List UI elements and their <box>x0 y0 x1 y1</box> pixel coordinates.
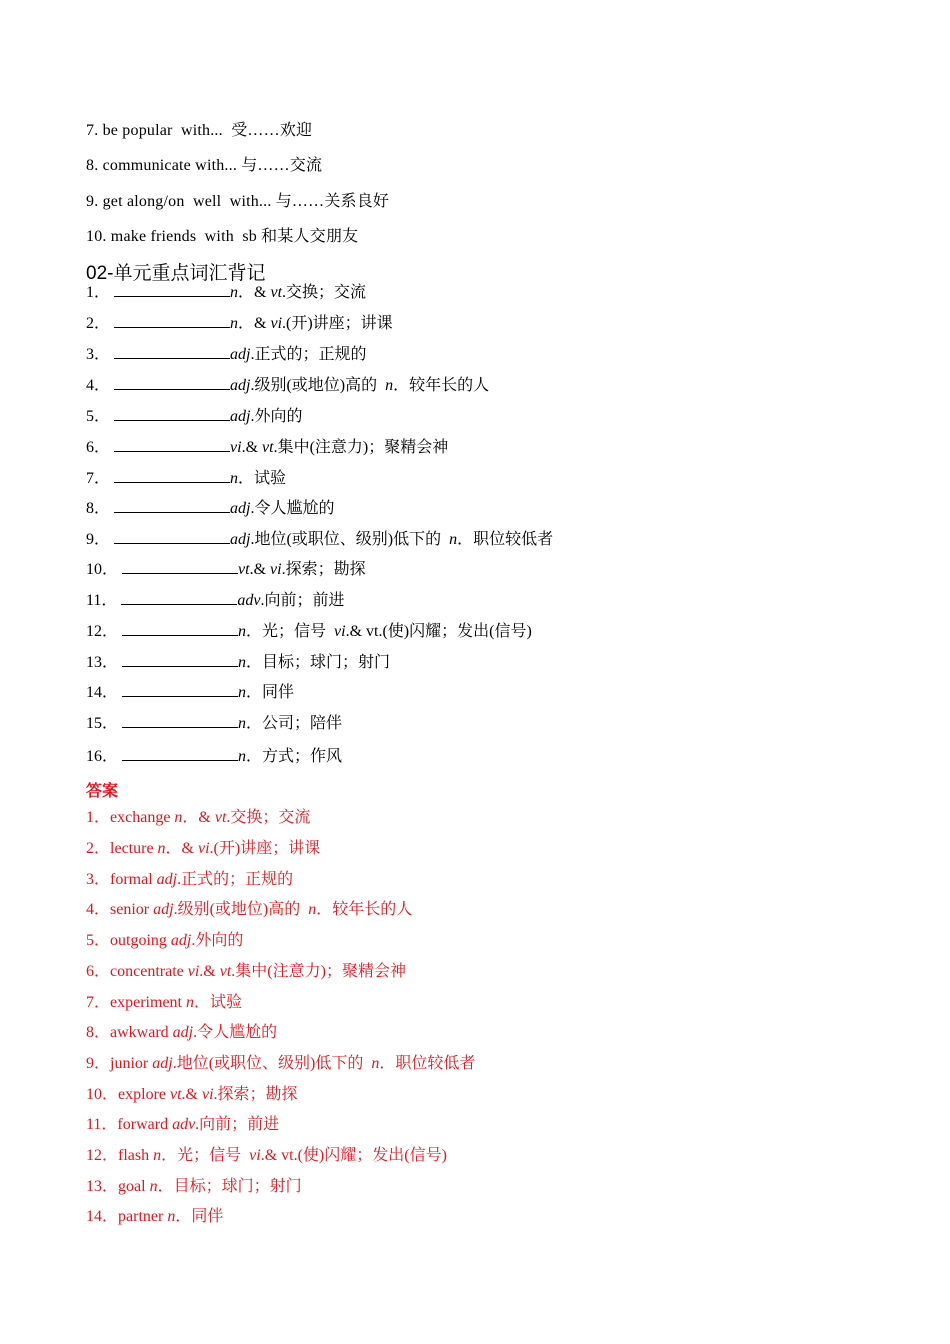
part-of-speech: adv <box>172 1116 196 1133</box>
definition-text: .集中(注意力)；聚精会神 <box>273 439 449 456</box>
answer-blank <box>114 343 230 359</box>
part-of-speech: vi <box>198 840 210 857</box>
definition-text: .外向的 <box>250 408 303 425</box>
part-of-speech: vt <box>214 809 227 826</box>
item-number: 15． <box>86 715 119 732</box>
item-number: 6． <box>86 439 111 456</box>
answer-item <box>86 1022 277 1044</box>
part-of-speech: adj <box>172 1024 194 1041</box>
item-number: 8． <box>86 1024 111 1041</box>
item-number: 10． <box>86 561 119 578</box>
definition-text: .地位(或职位、级别)低下的 <box>172 1055 372 1072</box>
definition-text: ．方式；作风 <box>246 748 343 765</box>
answer-word: awkward <box>110 1024 173 1041</box>
item-number: 5． <box>86 408 111 425</box>
definition-text: .& vt.(使)闪耀；发出(信号) <box>345 623 532 640</box>
part-of-speech: vi <box>202 1086 214 1103</box>
part-of-speech: adj <box>230 531 251 548</box>
item-number: 14． <box>86 684 119 701</box>
part-of-speech: n <box>153 1147 162 1164</box>
definition-text: ．光；信号 <box>246 623 335 640</box>
definition-text: .正式的；正规的 <box>177 871 294 888</box>
vocab-item <box>86 374 489 396</box>
answer-item <box>86 1145 447 1167</box>
definition-text: .(开)讲座；讲课 <box>209 840 321 857</box>
part-of-speech: adj <box>230 346 251 363</box>
answer-blank <box>114 497 230 513</box>
definition-text: .& <box>181 1086 202 1103</box>
answer-blank <box>122 558 238 574</box>
definition-text: ．职位较低者 <box>379 1055 476 1072</box>
definition-text: .交换；交流 <box>282 284 367 301</box>
item-number: 13． <box>86 654 119 671</box>
answer-blank <box>122 681 238 697</box>
definition-text: ．较年长的人 <box>316 901 413 918</box>
definition-text: .地位(或职位、级别)低下的 <box>250 531 450 548</box>
part-of-speech: vt <box>219 963 232 980</box>
item-number: 6． <box>86 963 111 980</box>
item-number: 10． <box>86 1086 119 1103</box>
answer-item <box>86 1053 475 1075</box>
answer-item <box>86 899 412 921</box>
definition-text: .令人尴尬的 <box>250 500 335 517</box>
part-of-speech: vi <box>249 1147 261 1164</box>
item-number: 16． <box>86 748 119 765</box>
item-number: 12． <box>86 1147 119 1164</box>
answer-word: lecture <box>110 840 158 857</box>
part-of-speech: vi <box>187 963 200 980</box>
part-of-speech: n <box>230 470 239 487</box>
answer-word: partner <box>118 1208 168 1225</box>
part-of-speech: vi <box>270 561 282 578</box>
part-of-speech: vi <box>334 623 346 640</box>
vocab-item <box>86 712 342 734</box>
definition-text: .交换；交流 <box>226 809 311 826</box>
part-of-speech: n <box>238 654 247 671</box>
answer-blank <box>122 651 238 667</box>
definition-text: ．& <box>182 809 215 826</box>
vocab-item <box>86 436 448 458</box>
definition-text: .正式的；正规的 <box>250 346 367 363</box>
answer-item <box>86 807 310 829</box>
item-number: 8． <box>86 500 111 517</box>
definition-text: .向前；前进 <box>195 1116 280 1133</box>
part-of-speech: n <box>385 377 394 394</box>
vocab-item <box>86 681 294 703</box>
definition-text: .(开)讲座；讲课 <box>282 315 393 332</box>
definition-text: ．同伴 <box>175 1208 224 1225</box>
part-of-speech: adj <box>230 408 251 425</box>
vocab-item <box>86 312 393 334</box>
vocab-item <box>86 528 553 550</box>
answer-word: forward <box>117 1116 173 1133</box>
vocab-item <box>86 343 366 365</box>
definition-text: .探索；勘探 <box>281 561 366 578</box>
part-of-speech: adj <box>230 500 251 517</box>
vocab-item <box>86 497 334 519</box>
item-number: 14． <box>86 1208 119 1225</box>
part-of-speech: n <box>238 715 247 732</box>
definition-text: ．& <box>165 840 198 857</box>
part-of-speech: n <box>371 1055 380 1072</box>
part-of-speech: adv <box>237 592 261 609</box>
vocab-item <box>86 620 532 642</box>
item-number: 3． <box>86 871 111 888</box>
answer-blank <box>122 745 238 761</box>
definition-text: .集中(注意力)；聚精会神 <box>231 963 406 980</box>
answer-item <box>86 1206 223 1228</box>
item-number: 9． <box>86 1055 111 1072</box>
item-number: 5． <box>86 932 111 949</box>
definition-text: .探索；勘探 <box>213 1086 298 1103</box>
definition-text: .级别(或地位)高的 <box>173 901 309 918</box>
phrase-line: 8. communicate with... 与……交流 <box>86 157 323 174</box>
answer-item <box>86 1176 302 1198</box>
vocab-item <box>86 589 345 611</box>
vocab-item <box>86 281 366 303</box>
part-of-speech: n <box>167 1208 176 1225</box>
definition-text: ．& <box>238 284 271 301</box>
vocab-item <box>86 745 342 767</box>
part-of-speech: adj <box>230 377 251 394</box>
definition-text: .& <box>249 561 271 578</box>
answer-item <box>86 961 406 983</box>
vocab-item <box>86 405 302 427</box>
answer-blank <box>114 312 230 328</box>
answer-blank <box>114 374 230 390</box>
definition-text: ．同伴 <box>246 684 295 701</box>
answer-word: outgoing <box>110 932 171 949</box>
answer-word: junior <box>110 1055 153 1072</box>
item-number: 1． <box>86 284 111 301</box>
part-of-speech: n <box>449 531 458 548</box>
definition-text: ．目标；球门；射门 <box>246 654 391 671</box>
answer-blank <box>122 620 238 636</box>
part-of-speech: vt <box>270 284 283 301</box>
answer-blank <box>114 281 230 297</box>
part-of-speech: adj <box>153 901 174 918</box>
item-number: 7． <box>86 470 111 487</box>
section-title: 02-单元重点词汇背记 <box>86 263 266 284</box>
part-of-speech: n <box>185 994 194 1011</box>
item-number: 1． <box>86 809 111 826</box>
definition-text: .外向的 <box>191 932 244 949</box>
part-of-speech: vi <box>270 315 283 332</box>
part-of-speech: adj <box>152 1055 173 1072</box>
answer-word: flash <box>118 1147 154 1164</box>
definition-text: .向前；前进 <box>260 592 345 609</box>
vocab-item <box>86 467 286 489</box>
phrase-line: 9. get along/on well with... 与……关系良好 <box>86 193 390 210</box>
part-of-speech: n <box>157 840 166 857</box>
definition-text: ．目标；球门；射门 <box>157 1178 302 1195</box>
part-of-speech: adj <box>156 871 178 888</box>
definition-text: .& <box>199 963 220 980</box>
item-number: 2． <box>86 315 111 332</box>
answer-word: senior <box>110 901 154 918</box>
answer-blank <box>114 467 230 483</box>
item-number: 2． <box>86 840 111 857</box>
part-of-speech: n <box>238 684 247 701</box>
definition-text: ．光；信号 <box>161 1147 250 1164</box>
part-of-speech: n <box>230 284 239 301</box>
definition-text: ．职位较低者 <box>457 531 554 548</box>
definition-text: .级别(或地位)高的 <box>250 377 386 394</box>
item-number: 4． <box>86 901 111 918</box>
item-number: 12． <box>86 623 119 640</box>
part-of-speech: vi <box>230 439 242 456</box>
answer-word: explore <box>118 1086 170 1103</box>
answer-word: experiment <box>110 994 186 1011</box>
part-of-speech: n <box>308 901 317 918</box>
answer-blank <box>122 712 238 728</box>
part-of-speech: adj <box>170 932 192 949</box>
part-of-speech: n <box>230 315 239 332</box>
item-number: 11． <box>86 1116 118 1133</box>
definition-text: .& vt.(使)闪耀；发出(信号) <box>260 1147 447 1164</box>
definition-text: .& <box>241 439 263 456</box>
item-number: 4． <box>86 377 111 394</box>
part-of-speech: n <box>149 1178 158 1195</box>
answer-word: concentrate <box>110 963 188 980</box>
item-number: 11． <box>86 592 118 609</box>
answer-blank <box>114 436 230 452</box>
definition-text: ．& <box>238 315 271 332</box>
part-of-speech: n <box>174 809 183 826</box>
answer-item <box>86 838 320 860</box>
answer-blank <box>114 405 230 421</box>
answer-item <box>86 1114 279 1136</box>
part-of-speech: vt <box>238 561 250 578</box>
vocab-item <box>86 651 390 673</box>
part-of-speech: n <box>238 623 247 640</box>
answer-item <box>86 1084 298 1106</box>
answer-title: 答案 <box>86 783 119 800</box>
answer-blank <box>114 528 230 544</box>
part-of-speech: n <box>238 748 247 765</box>
vocab-item <box>86 558 366 580</box>
answer-word: goal <box>118 1178 150 1195</box>
definition-text: ．试验 <box>238 470 287 487</box>
phrase-line: 10. make friends with sb 和某人交朋友 <box>86 228 359 245</box>
part-of-speech: vt <box>262 439 274 456</box>
item-number: 9． <box>86 531 111 548</box>
item-number: 3． <box>86 346 111 363</box>
phrase-line: 7. be popular with... 受……欢迎 <box>86 122 313 139</box>
answer-item <box>86 869 293 891</box>
item-number: 13． <box>86 1178 119 1195</box>
answer-word: exchange <box>110 809 175 826</box>
definition-text: ．公司；陪伴 <box>246 715 343 732</box>
definition-text: ．试验 <box>193 994 242 1011</box>
item-number: 7． <box>86 994 111 1011</box>
definition-text: ．较年长的人 <box>393 377 490 394</box>
answer-word: formal <box>110 871 157 888</box>
definition-text: .令人尴尬的 <box>193 1024 278 1041</box>
answer-item <box>86 930 243 952</box>
answer-blank <box>121 589 237 605</box>
answer-item <box>86 992 242 1014</box>
part-of-speech: vt <box>170 1086 182 1103</box>
